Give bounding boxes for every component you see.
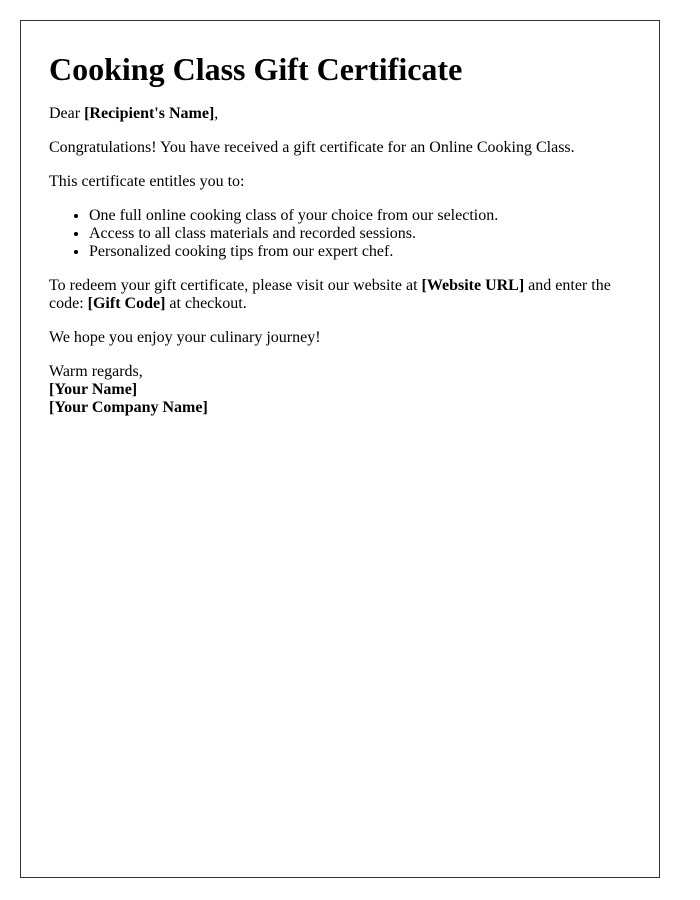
closing-regards: Warm regards,: [49, 363, 143, 380]
company-name: [Your Company Name]: [49, 399, 208, 416]
gift-code: [Gift Code]: [87, 295, 166, 312]
website-url: [Website URL]: [421, 277, 525, 294]
sender-name: [Your Name]: [49, 381, 138, 398]
entitles-text: This certificate entitles you to:: [49, 173, 245, 190]
hope-text: We hope you enjoy your culinary journey!: [49, 329, 321, 346]
recipient-name: [Recipient's Name]: [84, 105, 215, 122]
certificate-title: Cooking Class Gift Certificate: [49, 51, 463, 87]
redeem-part2: and enter the code:: [49, 277, 611, 312]
redeem-instructions: [49, 277, 631, 313]
gift-certificate: [20, 20, 660, 878]
redeem-part3: at checkout.: [165, 295, 247, 312]
greeting-prefix: Dear: [49, 105, 85, 122]
closing-block: [49, 363, 631, 417]
greeting-suffix: ,: [214, 105, 219, 122]
redeem-part1: To redeem your gift certificate, please visit our website at: [49, 277, 422, 294]
list-item: • One full online cooking class of your choice from our selection.: [89, 207, 631, 225]
benefits-list: [49, 207, 631, 261]
list-item: • Personalized cooking tips from our expert chef.: [89, 243, 631, 261]
intro-text: Congratulations! You have received a gift certificate for an Online Cooking Class.: [49, 139, 575, 156]
greeting: [49, 105, 631, 123]
list-item: • Access to all class materials and recorded sessions.: [89, 225, 631, 243]
